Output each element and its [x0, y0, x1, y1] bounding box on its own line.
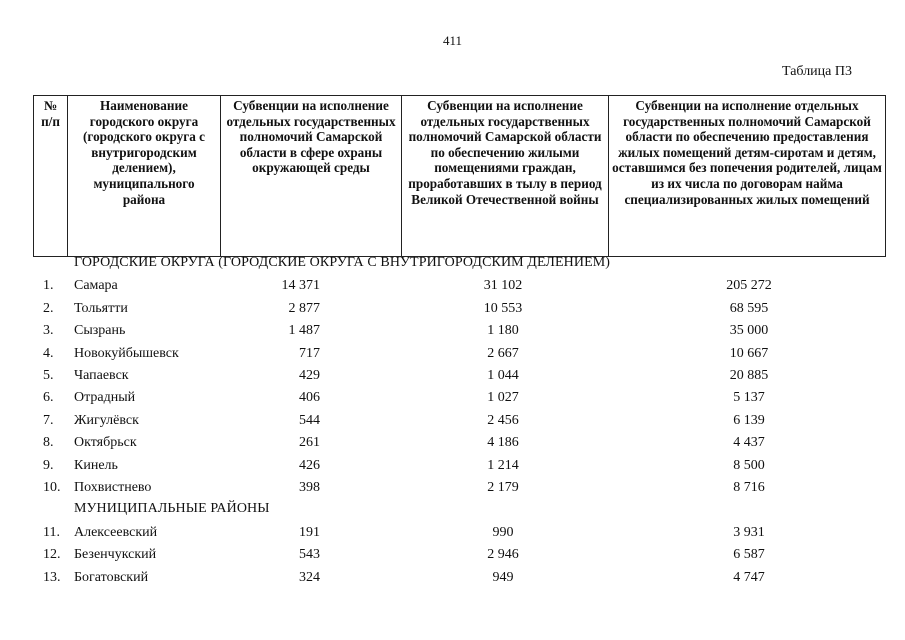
table-row: [0, 275, 905, 297]
header-name: Наименование городского округа (городского округа с внутригородским делением), муниципального района: [68, 96, 221, 257]
row-veterans-value: 1 027: [487, 390, 519, 406]
row-environment-value: 14 371: [281, 278, 320, 294]
row-orphans-value: 6 587: [733, 547, 765, 563]
row-orphans-value: 8 500: [733, 457, 765, 473]
row-orphans-value: 5 137: [733, 390, 765, 406]
row-veterans-value: 1 214: [487, 457, 519, 473]
header-environment-subvention: Субвенции на исполнение отдельных государственных полномочий Самарской области в сфере охраны окружающей среды: [221, 96, 402, 257]
table-caption: Таблица П3: [782, 64, 852, 79]
row-environment-value: 261: [299, 435, 320, 451]
table-row: [0, 320, 905, 342]
row-orphans-value: 4 747: [733, 569, 765, 585]
table-row: [0, 455, 905, 477]
row-environment-value: 2 877: [288, 300, 320, 316]
page-number: 411: [442, 33, 463, 48]
row-orphans-value: 3 931: [733, 524, 765, 540]
row-number: 4.: [43, 345, 54, 361]
header-war-veterans-housing-subvention: Субвенции на исполнение отдельных государственных полномочий Самарской области по обеспечению жилыми помещениями граждан, проработавших в тылу в период Великой Отечественной войны: [402, 96, 609, 257]
table-row: [0, 567, 905, 589]
row-environment-value: 398: [299, 480, 320, 495]
table-row: [0, 387, 905, 409]
table-row: [0, 522, 905, 544]
table-row: [0, 544, 905, 566]
row-veterans-value: 4 186: [487, 435, 519, 451]
table-row: [0, 298, 905, 320]
row-name: Жигулёвск: [74, 412, 139, 428]
row-name: Отрадный: [74, 390, 136, 406]
row-environment-value: 426: [299, 457, 320, 473]
row-name: Алексеевский: [74, 524, 158, 540]
row-name: Безенчукский: [74, 547, 157, 563]
row-environment-value: 429: [299, 368, 320, 383]
section-title: МУНИЦИПАЛЬНЫЕ РАЙОНЫ: [74, 501, 270, 517]
row-number: 3.: [43, 323, 54, 339]
row-orphans-value: 4 437: [733, 435, 765, 451]
row-veterans-value: 1 044: [487, 368, 519, 383]
row-number: 10.: [43, 480, 61, 495]
row-environment-value: 406: [299, 390, 320, 406]
row-number: 13.: [43, 569, 61, 585]
row-orphans-value: 10 667: [729, 345, 769, 361]
row-number: 12.: [43, 547, 61, 563]
header-number: № п/п: [34, 96, 68, 257]
row-veterans-value: 2 667: [487, 345, 519, 361]
row-veterans-value: 2 179: [487, 480, 519, 495]
row-name: Сызрань: [74, 323, 126, 339]
row-environment-value: 1 487: [288, 323, 320, 339]
row-name: Тольятти: [74, 300, 128, 316]
row-name: Богатовский: [74, 569, 149, 585]
row-number: 2.: [43, 300, 54, 316]
row-veterans-value: 2 946: [487, 547, 519, 563]
row-veterans-value: 949: [492, 569, 514, 585]
row-veterans-value: 2 456: [487, 412, 519, 428]
row-number: 7.: [43, 412, 54, 428]
table-row: [0, 410, 905, 432]
row-veterans-value: 990: [492, 524, 514, 540]
row-veterans-value: 1 180: [487, 323, 519, 339]
row-number: 1.: [43, 278, 54, 294]
row-number: 8.: [43, 435, 54, 451]
row-number: 11.: [43, 524, 60, 540]
row-veterans-value: 10 553: [483, 300, 523, 316]
table-row: [0, 343, 905, 365]
row-environment-value: 191: [299, 524, 320, 540]
row-name: Самара: [74, 278, 118, 294]
row-environment-value: 717: [299, 345, 320, 361]
row-orphans-value: 35 000: [729, 323, 769, 339]
row-name: Кинель: [74, 457, 118, 473]
row-number: 5.: [43, 368, 54, 383]
section-title: ГОРОДСКИЕ ОКРУГА (ГОРОДСКИЕ ОКРУГА С ВНУТРИГОРОДСКИМ ДЕЛЕНИЕМ): [74, 255, 611, 270]
header-orphans-housing-subvention: Субвенции на исполнение отдельных государственных полномочий Самарской области по обеспечению предоставления жилых помещений детям-сиротам и детям, оставшимся без попечения родителей, лицам из их числа по договорам найма специализированных жилых помещений: [609, 96, 886, 257]
row-name: Похвистнево: [74, 480, 152, 495]
row-name: Октябрьск: [74, 435, 137, 451]
row-orphans-value: 6 139: [733, 412, 765, 428]
table-row: [0, 477, 905, 499]
row-orphans-value: 205 272: [726, 278, 772, 294]
row-orphans-value: 20 885: [729, 368, 769, 383]
row-environment-value: 543: [299, 547, 320, 563]
row-name: Новокуйбышевск: [74, 345, 179, 361]
table-row: [0, 365, 905, 387]
table-row: [0, 432, 905, 454]
row-environment-value: 544: [299, 412, 320, 428]
row-environment-value: 324: [299, 569, 320, 585]
row-number: 6.: [43, 390, 54, 406]
row-veterans-value: 31 102: [483, 278, 523, 294]
row-name: Чапаевск: [74, 368, 129, 383]
row-number: 9.: [43, 457, 54, 473]
row-orphans-value: 68 595: [729, 300, 769, 316]
row-orphans-value: 8 716: [733, 480, 765, 495]
table-header: [33, 95, 886, 257]
